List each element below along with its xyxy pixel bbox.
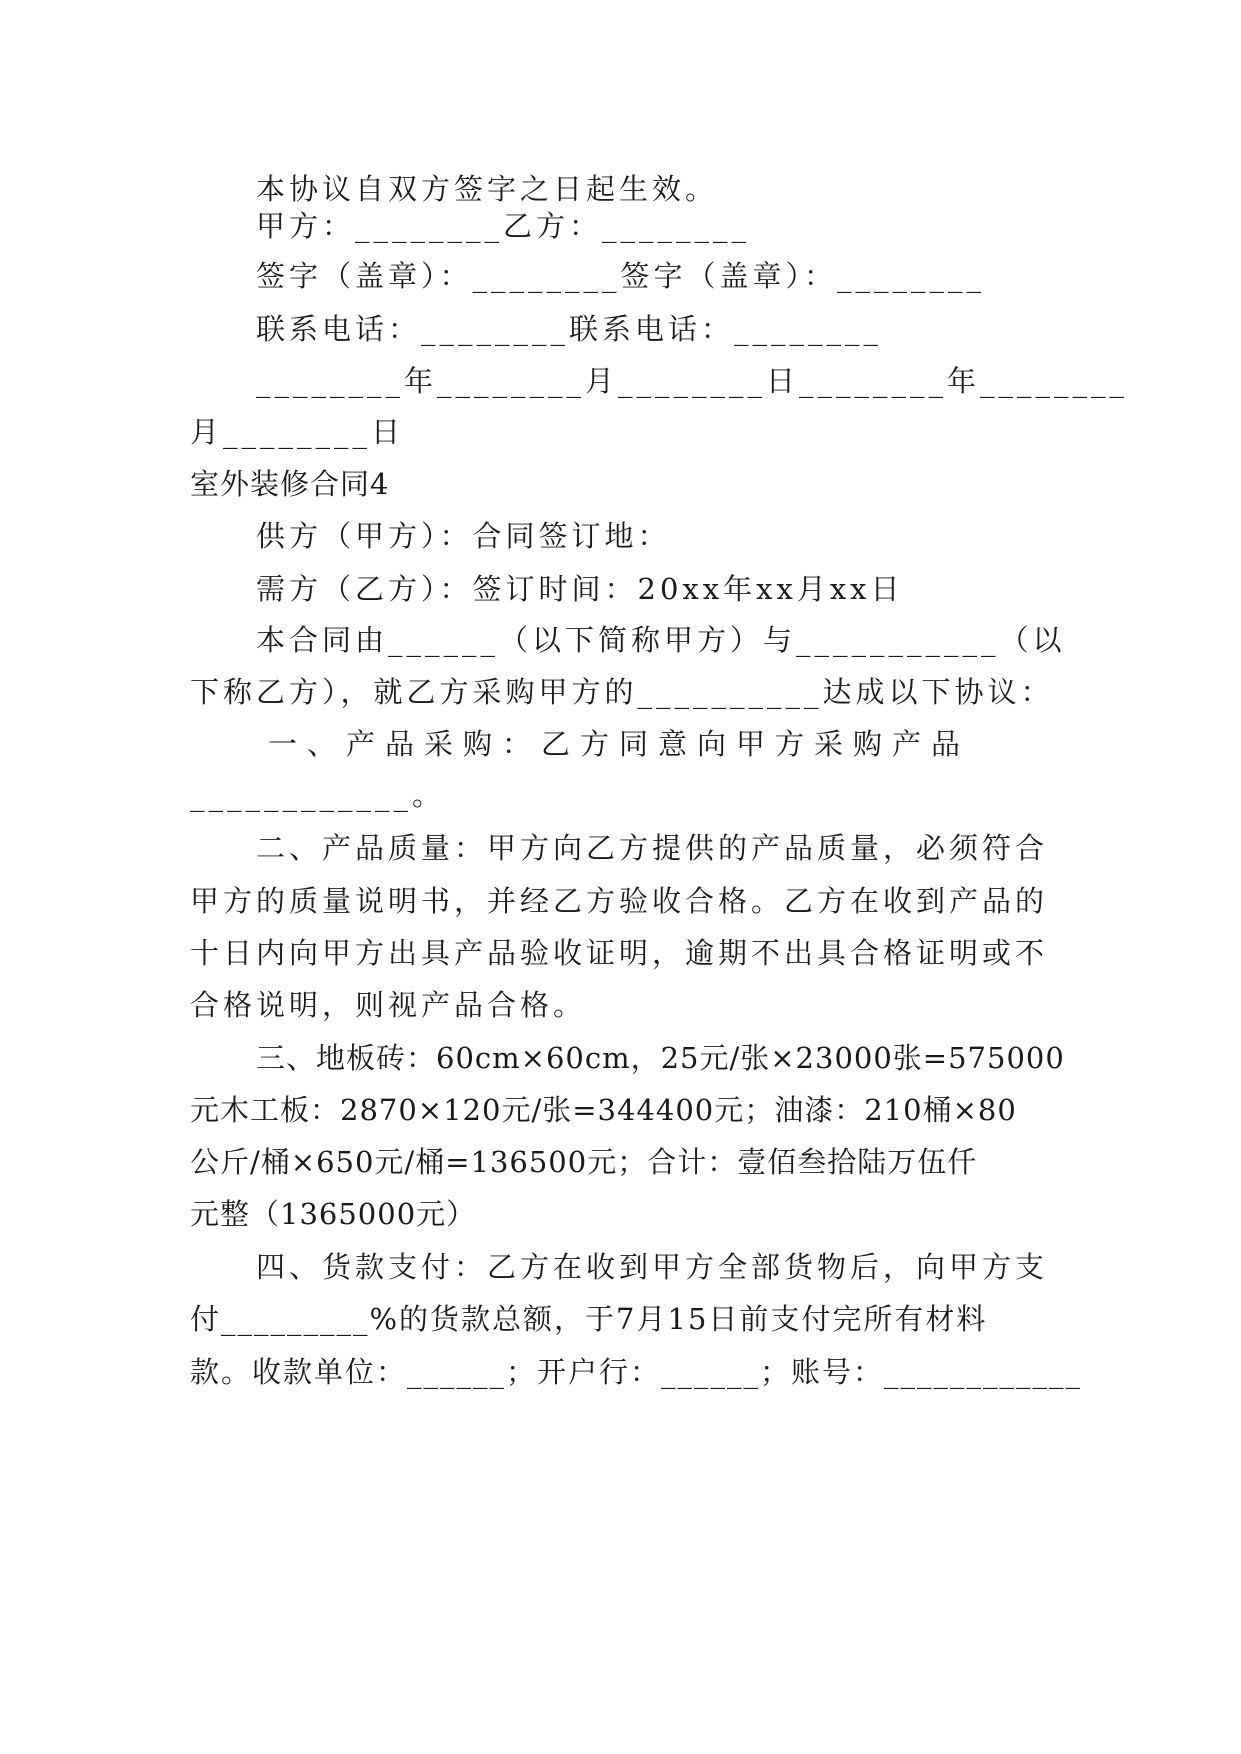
- clause-4-line-2: 付_________%的货款总额，于7月15日前支付完所有材料: [190, 1302, 988, 1336]
- effective-clause: 本协议自双方签字之日起生效。: [256, 172, 719, 206]
- paragraph-intro: 本合同由______（以下简称甲方）与___________（以: [256, 623, 1066, 657]
- paragraph-intro-cont: 下称乙方），就乙方采购甲方的__________达成以下协议：: [190, 675, 1054, 709]
- date-line-cont: 月________日: [190, 415, 405, 449]
- signature-line: 签字（盖章）：________签字（盖章）：________: [256, 259, 986, 293]
- clause-3: 三、地板砖：60cm×60cm，25元/张×23000张=575000: [256, 1041, 1065, 1075]
- clause-1: 一、产品采购：乙方同意向甲方采购产品: [268, 727, 971, 761]
- party-a-b-line: 甲方：________乙方：________: [256, 209, 751, 243]
- supplier-line: 供方（甲方）：合同签订地：: [256, 519, 671, 553]
- clause-2-line-2: 甲方的质量说明书，并经乙方验收合格。乙方在收到产品的: [190, 884, 1049, 918]
- clause-4-line-3: 款。收款单位：______；开户行：______；账号：____________: [190, 1355, 1083, 1389]
- clause-3-line-4: 元整（1365000元）: [190, 1197, 477, 1231]
- clause-2: 二、产品质量：甲方向乙方提供的产品质量，必须符合: [256, 831, 1049, 865]
- contact-phone-line: 联系电话：________联系电话：________: [256, 312, 883, 346]
- clause-2-line-3: 十日内向甲方出具产品验收证明，逾期不出具合格证明或不: [190, 936, 1049, 970]
- clause-3-line-2: 元木工板：2870×120元/张=344400元；油漆：210桶×80: [190, 1093, 1017, 1127]
- clause-3-line-3: 公斤/桶×650元/桶=136500元；合计：壹佰叁拾陆万伍仟: [190, 1145, 978, 1179]
- date-line: ________年________月________日________年________: [256, 364, 1129, 398]
- buyer-line: 需方（乙方）：签订时间：20xx年xx月xx日: [256, 572, 904, 606]
- clause-1-cont: ____________。: [190, 778, 446, 812]
- clause-2-line-4: 合格说明，则视产品合格。: [190, 988, 587, 1022]
- clause-4: 四、货款支付：乙方在收到甲方全部货物后，向甲方支: [256, 1250, 1049, 1284]
- section-title: 室外装修合同4: [190, 467, 390, 501]
